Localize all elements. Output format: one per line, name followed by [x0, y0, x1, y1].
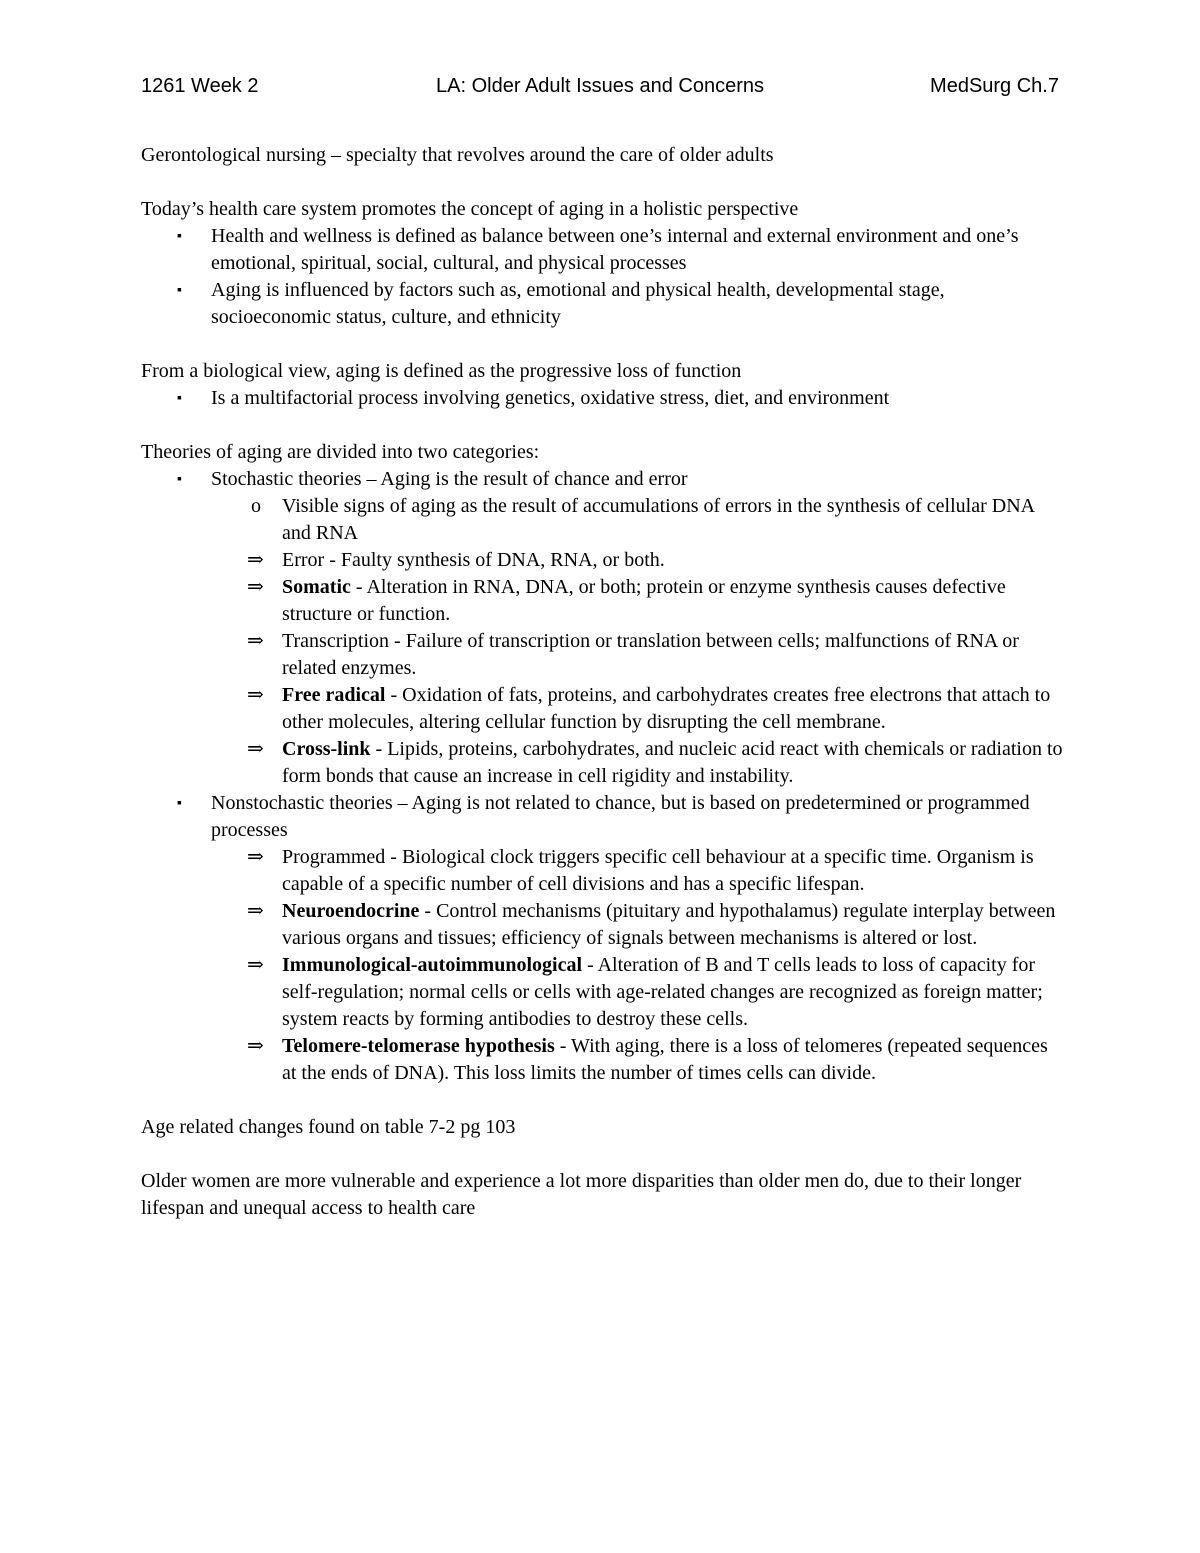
- theory-term: Telomere-telomerase hypothesis: [282, 1035, 555, 1057]
- nonstochastic-list: [141, 790, 1066, 844]
- nonstochastic-sub-list: [141, 844, 1066, 1087]
- bullet-text: Visible signs of aging as the result of accumulations of errors in the synthesis of cellular DNA and RNA: [282, 495, 1034, 544]
- header-course: 1261 Week 2: [141, 75, 259, 97]
- list-item: [141, 952, 1066, 1033]
- arrow-bullet-icon: ⇒: [247, 684, 264, 706]
- section-biological: [141, 358, 1066, 412]
- paragraph-age-related-changes: Age related changes found on table 7-2 pg 103: [141, 1116, 516, 1138]
- list-item: [141, 844, 1066, 898]
- stochastic-label: Stochastic theories – Aging is the result of chance and error: [211, 468, 688, 490]
- section-theories: [141, 439, 1066, 1087]
- theory-description: Programmed - Biological clock triggers specific cell behaviour at a specific time. Organism is capable of a specific number of cell divisions and has a specific lifespan.: [282, 846, 1034, 895]
- square-bullet-icon: ▪: [177, 229, 182, 244]
- list-item: [141, 574, 1066, 628]
- paragraph-older-women: Older women are more vulnerable and experience a lot more disparities than older men do, due to their longer lifespan and unequal access to health care: [141, 1170, 1022, 1219]
- list-item: [141, 547, 1066, 574]
- square-bullet-icon: ▪: [177, 796, 182, 811]
- arrow-bullet-icon: ⇒: [247, 1035, 264, 1057]
- list-item: [141, 466, 1066, 493]
- nonstochastic-label: Nonstochastic theories – Aging is not related to chance, but is based on predetermined or programmed processes: [211, 792, 1030, 841]
- header-title: LA: Older Adult Issues and Concerns: [436, 75, 764, 97]
- theory-description: - Alteration of B and T cells leads to loss of capacity for self-regulation; normal cells or cells with age-related changes are recognized as foreign matter; system reacts by forming antibodies to destroy these cells.: [282, 954, 1043, 1030]
- list-item: [141, 493, 1066, 547]
- theory-term: Somatic: [282, 576, 351, 598]
- square-bullet-icon: ▪: [177, 283, 182, 298]
- arrow-bullet-icon: ⇒: [247, 549, 264, 571]
- list-item: [141, 385, 1066, 412]
- paragraph-biological-intro: From a biological view, aging is defined as the progressive loss of function: [141, 360, 742, 382]
- theory-description: - Control mechanisms (pituitary and hypothalamus) regulate interplay between various organs and tissues; efficiency of signals between mechanisms is altered or lost.: [282, 900, 1056, 949]
- theory-description: - Oxidation of fats, proteins, and carbohydrates creates free electrons that attach to other molecules, altering cellular function by disrupting the cell membrane.: [282, 684, 1051, 733]
- document-body: [141, 142, 1066, 1249]
- list-item: [141, 1033, 1066, 1087]
- arrow-bullet-icon: ⇒: [247, 846, 264, 868]
- theory-description: Error - Faulty synthesis of DNA, RNA, or both.: [282, 549, 665, 571]
- circle-bullet-icon: o: [251, 495, 261, 517]
- theory-term: Free radical: [282, 684, 386, 706]
- arrow-bullet-icon: ⇒: [247, 576, 264, 598]
- list-item: [141, 223, 1066, 277]
- arrow-bullet-icon: ⇒: [247, 738, 264, 760]
- theory-term: Immunological-autoimmunological: [282, 954, 583, 976]
- square-bullet-icon: ▪: [177, 472, 182, 487]
- theory-description: Transcription - Failure of transcription or translation between cells; malfunctions of RNA or related enzymes.: [282, 630, 1019, 679]
- arrow-bullet-icon: ⇒: [247, 954, 264, 976]
- list-item: [141, 277, 1066, 331]
- list-item: [141, 682, 1066, 736]
- header-chapter: MedSurg Ch.7: [930, 75, 1059, 97]
- theory-description: - Alteration in RNA, DNA, or both; protein or enzyme synthesis causes defective structure or function.: [282, 576, 1006, 625]
- theory-term: Cross-link: [282, 738, 371, 760]
- page-header: [141, 72, 1059, 100]
- square-bullet-icon: ▪: [177, 391, 182, 406]
- bullet-text: Is a multifactorial process involving genetics, oxidative stress, diet, and environment: [211, 387, 890, 409]
- list-item: [141, 628, 1066, 682]
- theory-description: - With aging, there is a loss of telomeres (repeated sequences at the ends of DNA). This loss limits the number of times cells can divide.: [282, 1035, 1048, 1084]
- bullet-text: Aging is influenced by factors such as, emotional and physical health, developmental stage, socioeconomic status, culture, and ethnicity: [211, 279, 945, 328]
- arrow-bullet-icon: ⇒: [247, 630, 264, 652]
- bullet-text: Health and wellness is defined as balance between one’s internal and external environment and one’s emotional, spiritual, social, cultural, and physical processes: [211, 225, 1019, 274]
- theory-term: Neuroendocrine: [282, 900, 420, 922]
- list-item: [141, 736, 1066, 790]
- list-item: [141, 898, 1066, 952]
- paragraph-gerontological-nursing: Gerontological nursing – specialty that revolves around the care of older adults: [141, 144, 774, 166]
- list-item: [141, 790, 1066, 844]
- paragraph-holistic-intro: Today’s health care system promotes the concept of aging in a holistic perspective: [141, 198, 799, 220]
- holistic-bullet-list: [141, 223, 1066, 331]
- biological-bullet-list: [141, 385, 1066, 412]
- stochastic-sub-list: [141, 493, 1066, 790]
- arrow-bullet-icon: ⇒: [247, 900, 264, 922]
- theories-list: [141, 466, 1066, 493]
- theory-description: - Lipids, proteins, carbohydrates, and nucleic acid react with chemicals or radiation to form bonds that cause an increase in cell rigidity and instability.: [282, 738, 1063, 787]
- section-holistic: [141, 196, 1066, 331]
- paragraph-theories-intro: Theories of aging are divided into two categories:: [141, 441, 540, 463]
